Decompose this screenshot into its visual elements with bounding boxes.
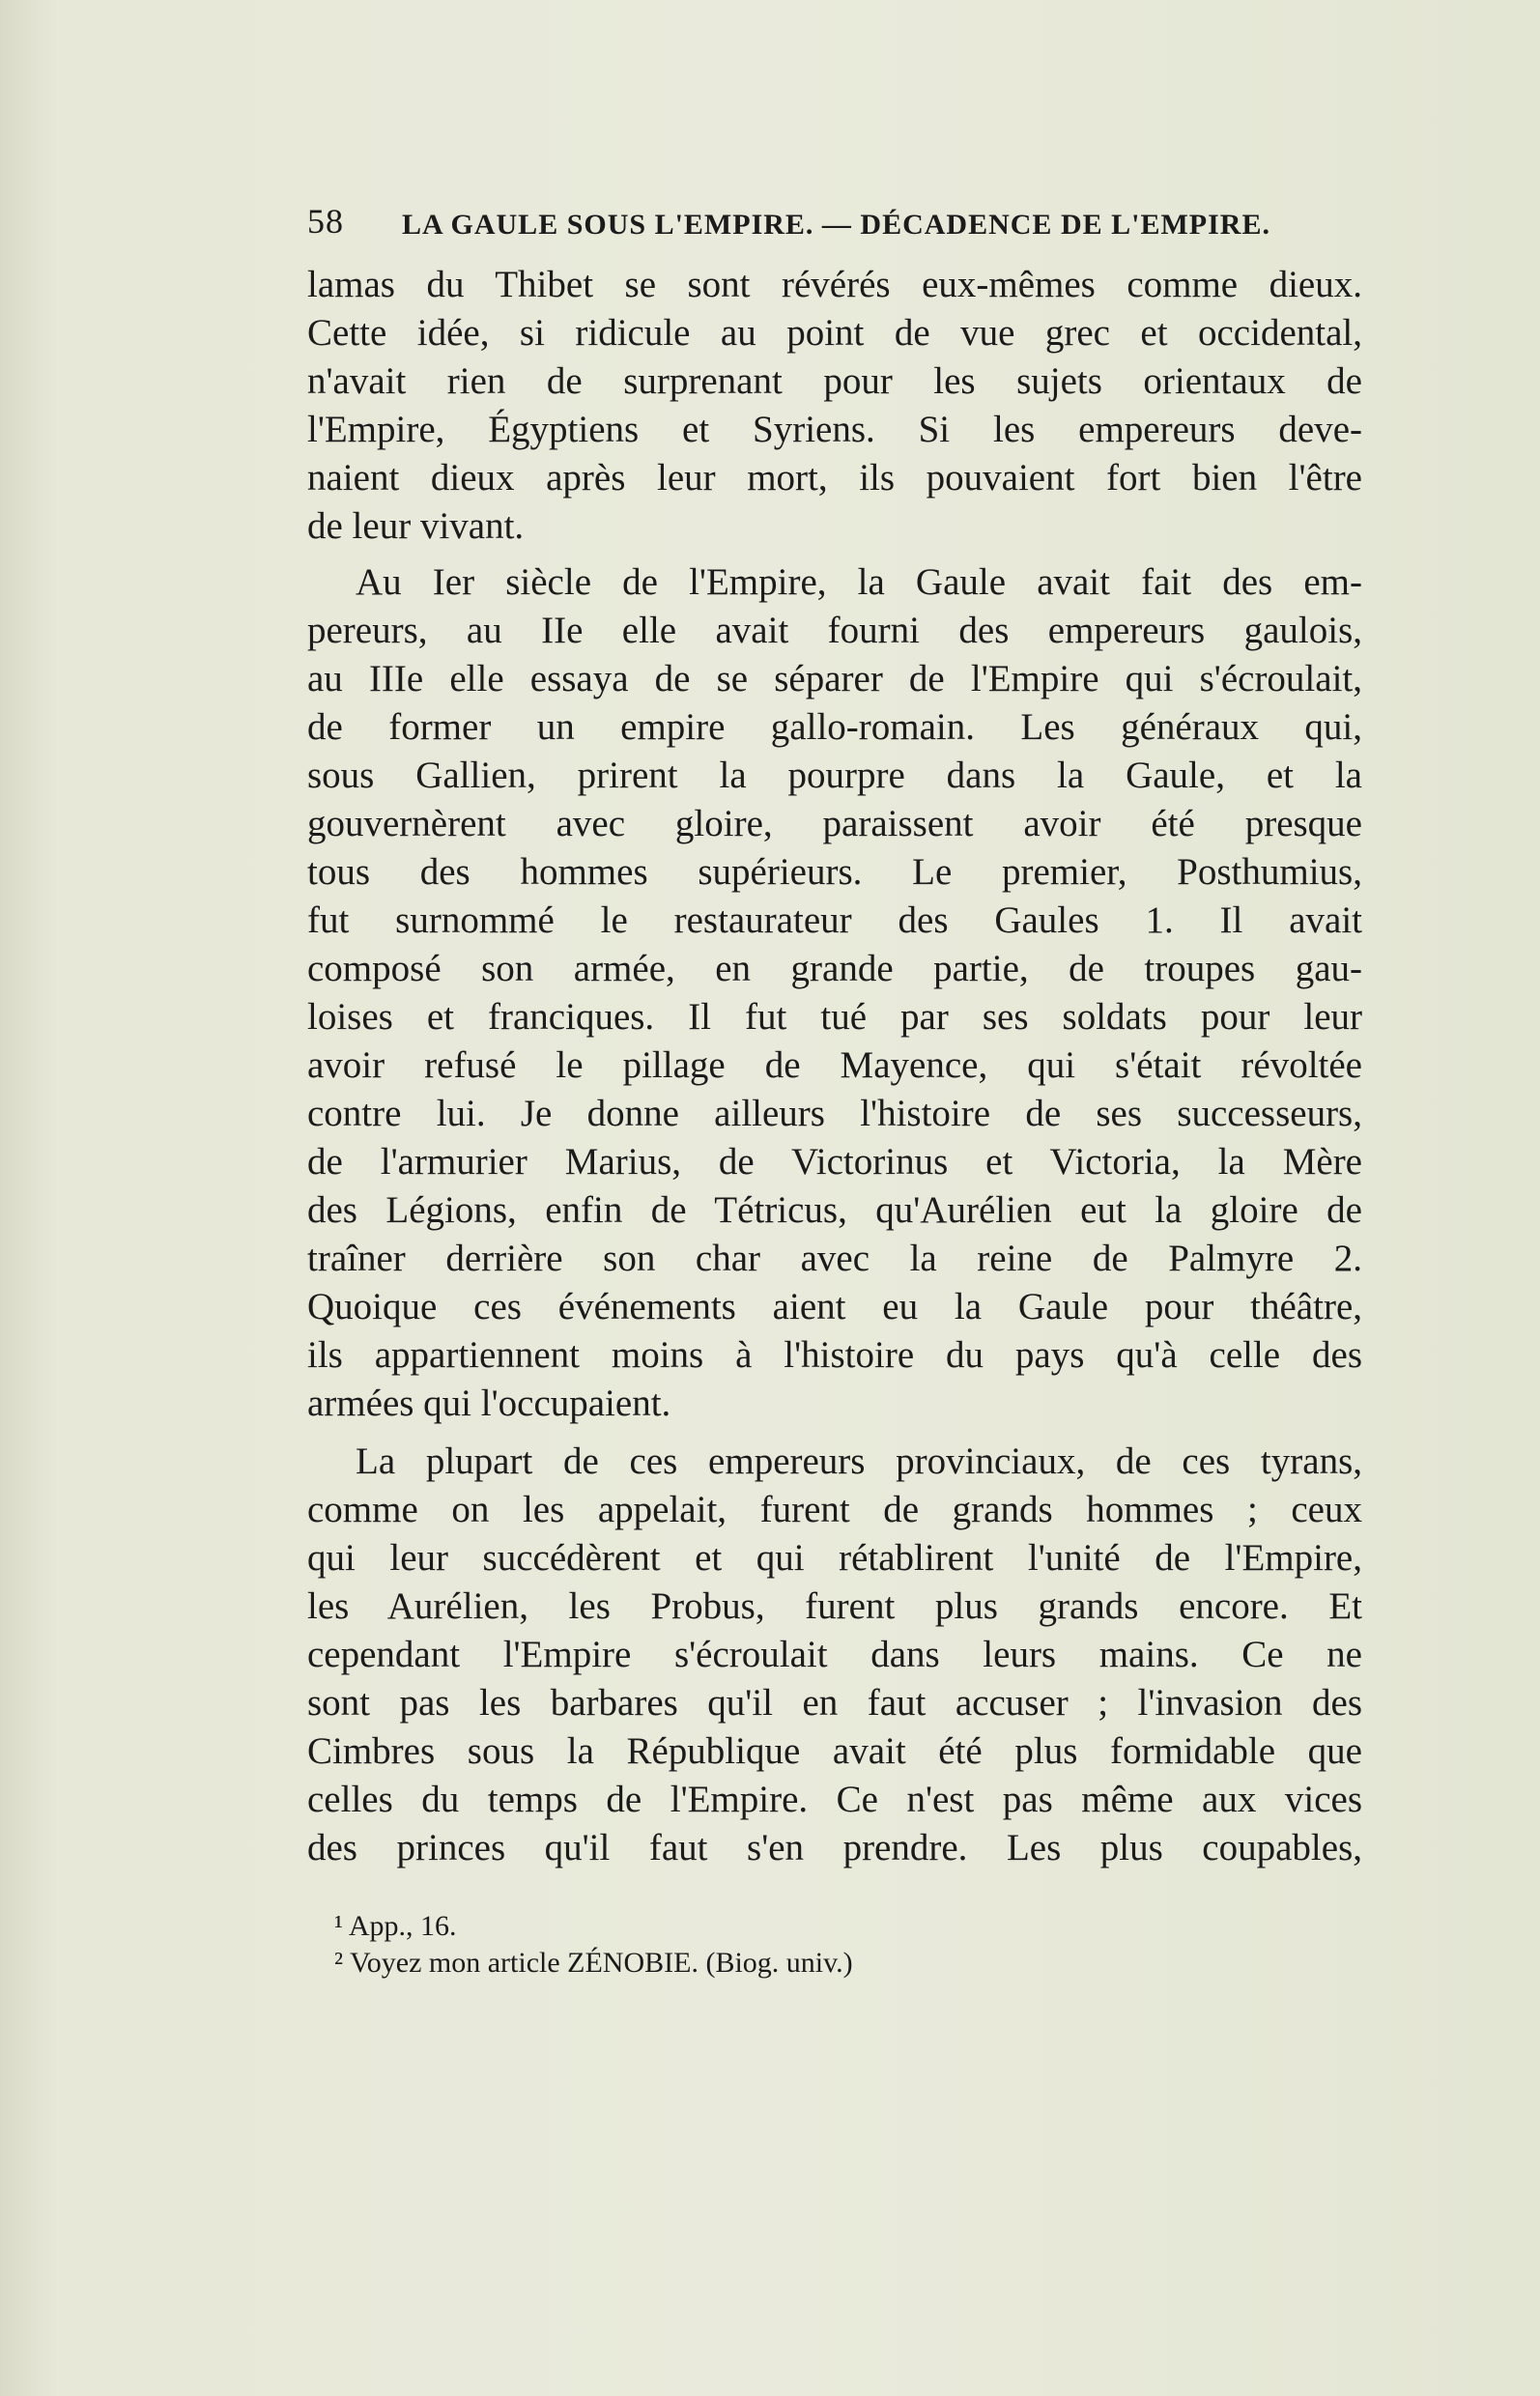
text-line: sont pas les barbares qu'il en faut accuser ; l'invasion des — [307, 1682, 1362, 1724]
text-line: n'avait rien de surprenant pour les sujets orientaux de — [307, 360, 1362, 402]
text-line: Cette idée, si ridicule au point de vue grec et occidental, — [307, 312, 1362, 354]
text-line: tous des hommes supérieurs. Le premier, Posthumius, — [307, 851, 1362, 893]
text-line: l'Empire, Égyptiens et Syriens. Si les empereurs deve- — [307, 409, 1362, 450]
text-line: qui leur succédèrent et qui rétablirent l'unité de l'Empire, — [307, 1537, 1362, 1579]
text-line: ils appartiennent moins à l'histoire du pays qu'à celle des — [307, 1334, 1362, 1376]
text-line: Quoique ces événements aient eu la Gaule pour théâtre, — [307, 1286, 1362, 1327]
text-line: des princes qu'il faut s'en prendre. Les plus coupables, — [307, 1827, 1362, 1868]
text-line: celles du temps de l'Empire. Ce n'est pas même aux vices — [307, 1779, 1362, 1820]
text-line: comme on les appelait, furent de grands hommes ; ceux — [307, 1489, 1362, 1530]
text-line: au IIIe elle essaya de se séparer de l'Empire qui s'écroulait, — [307, 658, 1362, 699]
footnotes — [334, 1908, 1107, 1982]
text-line: fut surnommé le restaurateur des Gaules 1. Il avait — [307, 899, 1362, 941]
text-line: loises et franciques. Il fut tué par ses soldats pour leur — [307, 996, 1362, 1038]
running-title: LA GAULE SOUS L'EMPIRE. — DÉCADENCE DE L'EMPIRE. — [402, 209, 1270, 241]
text-line: contre lui. Je donne ailleurs l'histoire de ses successeurs, — [307, 1093, 1362, 1134]
text-line: cependant l'Empire s'écroulait dans leurs mains. Ce ne — [307, 1634, 1362, 1675]
text-line: naient dieux après leur mort, ils pouvaient fort bien l'être — [307, 457, 1362, 499]
running-header — [307, 201, 1283, 249]
text-line: traîner derrière son char avec la reine de Palmyre 2. — [307, 1238, 1362, 1279]
text-line: pereurs, au IIe elle avait fourni des empereurs gaulois, — [307, 610, 1362, 651]
footnote-1: ¹ App., 16. — [334, 1910, 457, 1942]
text-line: gouvernèrent avec gloire, paraissent avoir été presque — [307, 803, 1362, 844]
text-line: de leur vivant. — [307, 505, 525, 547]
text-line: des Légions, enfin de Tétricus, qu'Aurélien eut la gloire de — [307, 1189, 1362, 1231]
text-line: de former un empire gallo-romain. Les généraux qui, — [307, 706, 1362, 748]
text-line: Cimbres sous la République avait été plus formidable que — [307, 1730, 1362, 1772]
page-number: 58 — [307, 202, 344, 241]
footnote-2: ² Voyez mon article ZÉNOBIE. (Biog. univ.) — [334, 1947, 853, 1979]
text-line: sous Gallien, prirent la pourpre dans la Gaule, et la — [307, 755, 1362, 796]
text-line: avoir refusé le pillage de Mayence, qui s'était révoltée — [307, 1044, 1362, 1086]
text-line: les Aurélien, les Probus, furent plus grands encore. Et — [307, 1585, 1362, 1627]
text-line: La plupart de ces empereurs provinciaux, de ces tyrans, — [356, 1440, 1362, 1482]
text-line: Au Ier siècle de l'Empire, la Gaule avait fait des em- — [356, 561, 1362, 603]
text-line: lamas du Thibet se sont révérés eux-mêmes comme dieux. — [307, 264, 1362, 305]
text-line: de l'armurier Marius, de Victorinus et Victoria, la Mère — [307, 1141, 1362, 1183]
text-line: composé son armée, en grande partie, de troupes gau- — [307, 948, 1362, 989]
text-line: armées qui l'occupaient. — [307, 1383, 671, 1424]
